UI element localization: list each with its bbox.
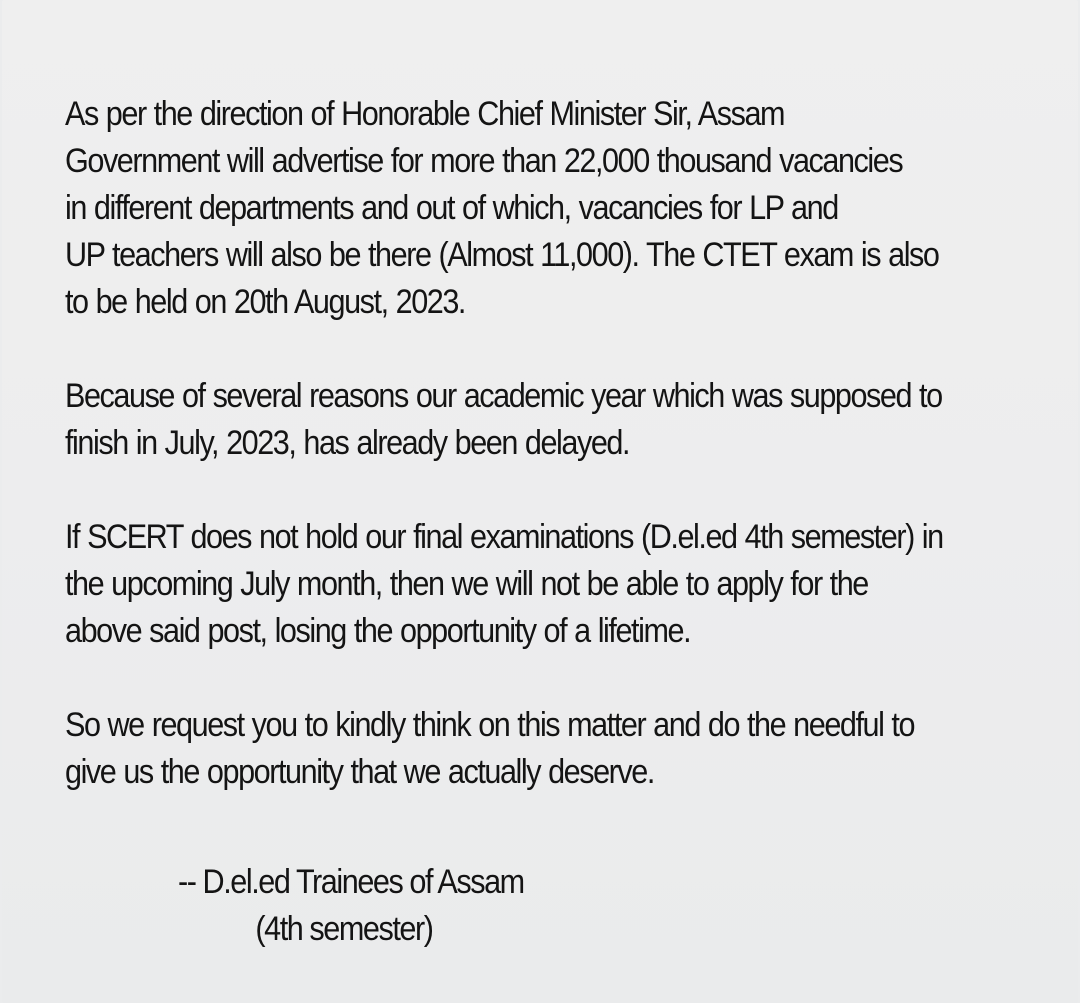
text-line: Because of several reasons our academic year which was supposed to xyxy=(65,377,942,415)
text-line: Government will advertise for more than 22,000 thousand vacancies xyxy=(65,142,903,180)
text-line: the upcoming July month, then we will not be able to apply for the xyxy=(65,565,868,603)
text-line: in different departments and out of which, vacancies for LP and xyxy=(65,189,838,227)
text-line: give us the opportunity that we actually deserve. xyxy=(65,753,654,791)
letter-card xyxy=(2,0,1078,1003)
text-line: If SCERT does not hold our final examinations (D.el.ed 4th semester) in xyxy=(65,518,943,556)
text-line: As per the direction of Honorable Chief Minister Sir, Assam xyxy=(65,95,785,133)
signature xyxy=(178,859,524,953)
text-line: UP teachers will also be there (Almost 11,000). The CTET exam is also xyxy=(65,236,939,274)
text-line: to be held on 20th August, 2023. xyxy=(65,283,465,321)
letter-body xyxy=(65,91,956,843)
paragraph-announcement xyxy=(65,91,956,326)
signature-name: -- D.el.ed Trainees of Assam xyxy=(178,863,524,901)
paragraph-delay xyxy=(65,373,956,467)
text-line: finish in July, 2023, has already been delayed. xyxy=(65,424,630,462)
text-line: So we request you to kindly think on this matter and do the needful to xyxy=(65,706,915,744)
paragraph-concern xyxy=(65,514,956,655)
text-line: above said post, losing the opportunity of a lifetime. xyxy=(65,612,691,650)
signature-detail: (4th semester) xyxy=(255,910,433,948)
paragraph-request xyxy=(65,702,956,796)
